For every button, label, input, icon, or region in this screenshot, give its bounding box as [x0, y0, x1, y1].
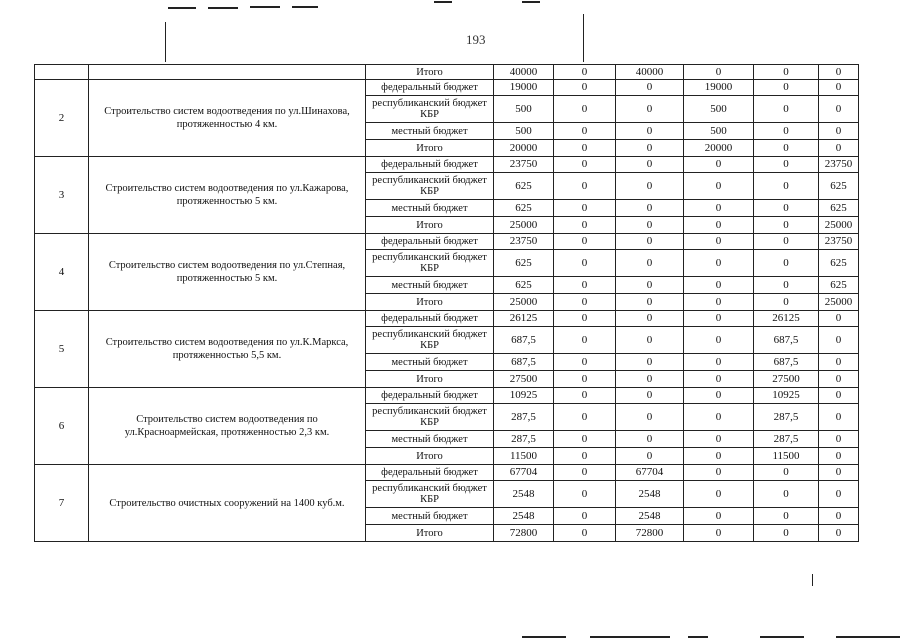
value-cell: 20000: [684, 140, 754, 157]
value-cell: 0: [616, 311, 684, 327]
value-cell: 20000: [494, 140, 554, 157]
value-cell: 0: [554, 465, 616, 481]
value-cell: 687,5: [494, 327, 554, 354]
value-cell: 27500: [754, 371, 819, 388]
value-cell: 0: [616, 96, 684, 123]
scan-artifact-bottom-4: [760, 636, 804, 638]
value-cell: 687,5: [754, 354, 819, 371]
value-cell: 0: [554, 294, 616, 311]
funding-source: федеральный бюджет: [366, 388, 494, 404]
value-cell: 10925: [494, 388, 554, 404]
funding-source: Итого: [366, 371, 494, 388]
value-cell: 0: [616, 294, 684, 311]
value-cell: 0: [754, 277, 819, 294]
value-cell: 287,5: [494, 431, 554, 448]
funding-source: местный бюджет: [366, 123, 494, 140]
value-cell: 11500: [494, 448, 554, 465]
value-cell: 0: [684, 173, 754, 200]
value-cell: 25000: [494, 217, 554, 234]
value-cell: 500: [494, 96, 554, 123]
scan-artifact-top-2: [208, 7, 238, 9]
value-cell: 0: [554, 234, 616, 250]
value-cell: 0: [819, 371, 859, 388]
value-cell: 0: [754, 294, 819, 311]
value-cell: 0: [819, 465, 859, 481]
value-cell: 0: [554, 277, 616, 294]
value-cell: 23750: [819, 157, 859, 173]
scan-artifact-top-6: [522, 1, 540, 3]
value-cell: 625: [819, 277, 859, 294]
section-number: 7: [35, 465, 89, 542]
value-cell: 40000: [494, 65, 554, 80]
value-cell: 0: [754, 80, 819, 96]
value-cell: 500: [494, 123, 554, 140]
scan-artifact-vert-2: [583, 14, 584, 62]
funding-source: Итого: [366, 140, 494, 157]
value-cell: 0: [684, 217, 754, 234]
funding-source: республиканский бюджет КБР: [366, 481, 494, 508]
value-cell: 0: [819, 481, 859, 508]
value-cell: 2548: [616, 481, 684, 508]
value-cell: 0: [754, 140, 819, 157]
value-cell: 0: [754, 123, 819, 140]
value-cell: 0: [554, 200, 616, 217]
value-cell: 0: [554, 217, 616, 234]
value-cell: 0: [616, 123, 684, 140]
project-title: Строительство систем водоотведения по ул.К.Маркса, протяженностью 5,5 км.: [89, 311, 366, 388]
value-cell: 0: [819, 388, 859, 404]
value-cell: 0: [819, 96, 859, 123]
value-cell: 11500: [754, 448, 819, 465]
scan-artifact-top-1: [168, 7, 196, 9]
value-cell: 625: [494, 250, 554, 277]
page-number: 193: [466, 32, 486, 47]
value-cell: 0: [616, 173, 684, 200]
project-title: Строительство систем водоотведения по ул.Красноармейская, протяженностью 2,3 км.: [89, 388, 366, 465]
value-cell: 0: [684, 465, 754, 481]
value-cell: 0: [684, 65, 754, 80]
value-cell: 625: [819, 250, 859, 277]
index-cell: [35, 65, 89, 80]
value-cell: 0: [554, 404, 616, 431]
funding-source: республиканский бюджет КБР: [366, 96, 494, 123]
budget-table: [34, 64, 859, 542]
scan-artifact-bottom-5: [836, 636, 900, 638]
value-cell: 0: [819, 448, 859, 465]
value-cell: 0: [754, 525, 819, 542]
value-cell: 0: [684, 525, 754, 542]
value-cell: 0: [684, 294, 754, 311]
section-number: 5: [35, 311, 89, 388]
value-cell: 0: [616, 404, 684, 431]
funding-source: местный бюджет: [366, 200, 494, 217]
value-cell: 0: [554, 431, 616, 448]
funding-source: местный бюджет: [366, 508, 494, 525]
value-cell: 0: [684, 481, 754, 508]
value-cell: 0: [616, 431, 684, 448]
value-cell: 0: [616, 234, 684, 250]
value-cell: 67704: [494, 465, 554, 481]
table-row: [35, 234, 859, 250]
value-cell: 0: [616, 327, 684, 354]
scan-artifact-vert-3: [812, 574, 813, 586]
value-cell: 0: [684, 327, 754, 354]
value-cell: 0: [754, 173, 819, 200]
funding-source: федеральный бюджет: [366, 465, 494, 481]
value-cell: 0: [819, 123, 859, 140]
value-cell: 0: [684, 448, 754, 465]
value-cell: 0: [554, 481, 616, 508]
value-cell: 10925: [754, 388, 819, 404]
value-cell: 0: [684, 508, 754, 525]
value-cell: 0: [754, 96, 819, 123]
value-cell: 0: [754, 65, 819, 80]
funding-source: местный бюджет: [366, 431, 494, 448]
value-cell: 0: [819, 431, 859, 448]
value-cell: 0: [819, 311, 859, 327]
section-number: 4: [35, 234, 89, 311]
value-cell: 625: [494, 277, 554, 294]
table-row: [35, 157, 859, 173]
value-cell: 0: [554, 354, 616, 371]
value-cell: 0: [819, 327, 859, 354]
value-cell: 0: [554, 371, 616, 388]
project-title: Строительство систем водоотведения по ул.Шинахова, протяженностью 4 км.: [89, 80, 366, 157]
table-row: [35, 311, 859, 327]
value-cell: 0: [754, 465, 819, 481]
value-cell: 625: [819, 200, 859, 217]
table-body: [35, 65, 859, 542]
value-cell: 0: [554, 250, 616, 277]
value-cell: 0: [684, 250, 754, 277]
value-cell: 0: [616, 157, 684, 173]
value-cell: 0: [819, 525, 859, 542]
value-cell: 0: [616, 250, 684, 277]
value-cell: 0: [554, 327, 616, 354]
value-cell: 0: [754, 200, 819, 217]
value-cell: 0: [554, 96, 616, 123]
value-cell: 25000: [494, 294, 554, 311]
value-cell: 2548: [616, 508, 684, 525]
funding-source: республиканский бюджет КБР: [366, 327, 494, 354]
value-cell: 0: [754, 217, 819, 234]
value-cell: 0: [819, 354, 859, 371]
value-cell: 0: [754, 234, 819, 250]
value-cell: 0: [616, 80, 684, 96]
value-cell: 2548: [494, 508, 554, 525]
value-cell: 0: [819, 508, 859, 525]
scan-artifact-bottom-3: [688, 636, 708, 638]
section-number: 2: [35, 80, 89, 157]
value-cell: 0: [819, 65, 859, 80]
value-cell: 0: [754, 157, 819, 173]
funding-source: местный бюджет: [366, 354, 494, 371]
value-cell: 0: [684, 388, 754, 404]
value-cell: 25000: [819, 294, 859, 311]
value-cell: 40000: [616, 65, 684, 80]
project-title: Строительство очистных сооружений на 1400 куб.м.: [89, 465, 366, 542]
value-cell: 287,5: [754, 404, 819, 431]
value-cell: 0: [819, 80, 859, 96]
value-cell: 625: [494, 200, 554, 217]
section-number: 3: [35, 157, 89, 234]
value-cell: 0: [616, 200, 684, 217]
scan-artifact-bottom-1: [522, 636, 566, 638]
scan-artifact-top-5: [434, 1, 452, 3]
value-cell: 287,5: [754, 431, 819, 448]
funding-source: Итого: [366, 294, 494, 311]
value-cell: 287,5: [494, 404, 554, 431]
value-cell: 0: [554, 388, 616, 404]
value-cell: 0: [616, 217, 684, 234]
value-cell: 0: [684, 311, 754, 327]
value-cell: 0: [684, 157, 754, 173]
funding-source: федеральный бюджет: [366, 80, 494, 96]
value-cell: 0: [616, 140, 684, 157]
value-cell: 687,5: [494, 354, 554, 371]
funding-source: Итого: [366, 448, 494, 465]
scan-artifact-top-4: [292, 6, 318, 8]
value-cell: 500: [684, 96, 754, 123]
funding-source: Итого: [366, 217, 494, 234]
value-cell: 23750: [819, 234, 859, 250]
value-cell: 26125: [754, 311, 819, 327]
funding-source: республиканский бюджет КБР: [366, 173, 494, 200]
funding-source: федеральный бюджет: [366, 234, 494, 250]
value-cell: 0: [616, 448, 684, 465]
value-cell: 0: [684, 404, 754, 431]
funding-source: местный бюджет: [366, 277, 494, 294]
table-row: [35, 65, 859, 80]
value-cell: 0: [554, 140, 616, 157]
value-cell: 0: [554, 448, 616, 465]
funding-source: федеральный бюджет: [366, 157, 494, 173]
value-cell: 72800: [616, 525, 684, 542]
value-cell: 0: [554, 157, 616, 173]
value-cell: 0: [616, 371, 684, 388]
value-cell: 0: [554, 65, 616, 80]
value-cell: 0: [754, 481, 819, 508]
value-cell: 0: [684, 277, 754, 294]
value-cell: 26125: [494, 311, 554, 327]
value-cell: 19000: [494, 80, 554, 96]
value-cell: 0: [554, 508, 616, 525]
value-cell: 67704: [616, 465, 684, 481]
scan-artifact-top-3: [250, 6, 280, 8]
table-row: [35, 388, 859, 404]
value-cell: 0: [684, 234, 754, 250]
value-cell: 0: [754, 508, 819, 525]
value-cell: 0: [554, 525, 616, 542]
scan-artifact-bottom-2: [590, 636, 670, 638]
funding-source: республиканский бюджет КБР: [366, 404, 494, 431]
source-cell: Итого: [366, 65, 494, 80]
value-cell: 0: [684, 354, 754, 371]
scan-artifact-vert-1: [165, 22, 166, 62]
funding-source: республиканский бюджет КБР: [366, 250, 494, 277]
project-cell: [89, 65, 366, 80]
value-cell: 0: [616, 354, 684, 371]
value-cell: 27500: [494, 371, 554, 388]
value-cell: 25000: [819, 217, 859, 234]
value-cell: 625: [494, 173, 554, 200]
value-cell: 0: [819, 140, 859, 157]
value-cell: 500: [684, 123, 754, 140]
value-cell: 23750: [494, 234, 554, 250]
value-cell: 0: [684, 431, 754, 448]
value-cell: 0: [554, 80, 616, 96]
project-title: Строительство систем водоотведения по ул.Кажарова, протяженностью 5 км.: [89, 157, 366, 234]
table-row: [35, 465, 859, 481]
value-cell: 0: [554, 173, 616, 200]
value-cell: 687,5: [754, 327, 819, 354]
value-cell: 0: [616, 388, 684, 404]
value-cell: 0: [754, 250, 819, 277]
value-cell: 23750: [494, 157, 554, 173]
funding-source: Итого: [366, 525, 494, 542]
value-cell: 19000: [684, 80, 754, 96]
value-cell: 0: [554, 123, 616, 140]
value-cell: 0: [684, 200, 754, 217]
value-cell: 0: [616, 277, 684, 294]
value-cell: 625: [819, 173, 859, 200]
section-number: 6: [35, 388, 89, 465]
funding-source: федеральный бюджет: [366, 311, 494, 327]
project-title: Строительство систем водоотведения по ул.Степная, протяженностью 5 км.: [89, 234, 366, 311]
value-cell: 0: [554, 311, 616, 327]
value-cell: 2548: [494, 481, 554, 508]
table-row: [35, 80, 859, 96]
value-cell: 72800: [494, 525, 554, 542]
value-cell: 0: [819, 404, 859, 431]
value-cell: 0: [684, 371, 754, 388]
